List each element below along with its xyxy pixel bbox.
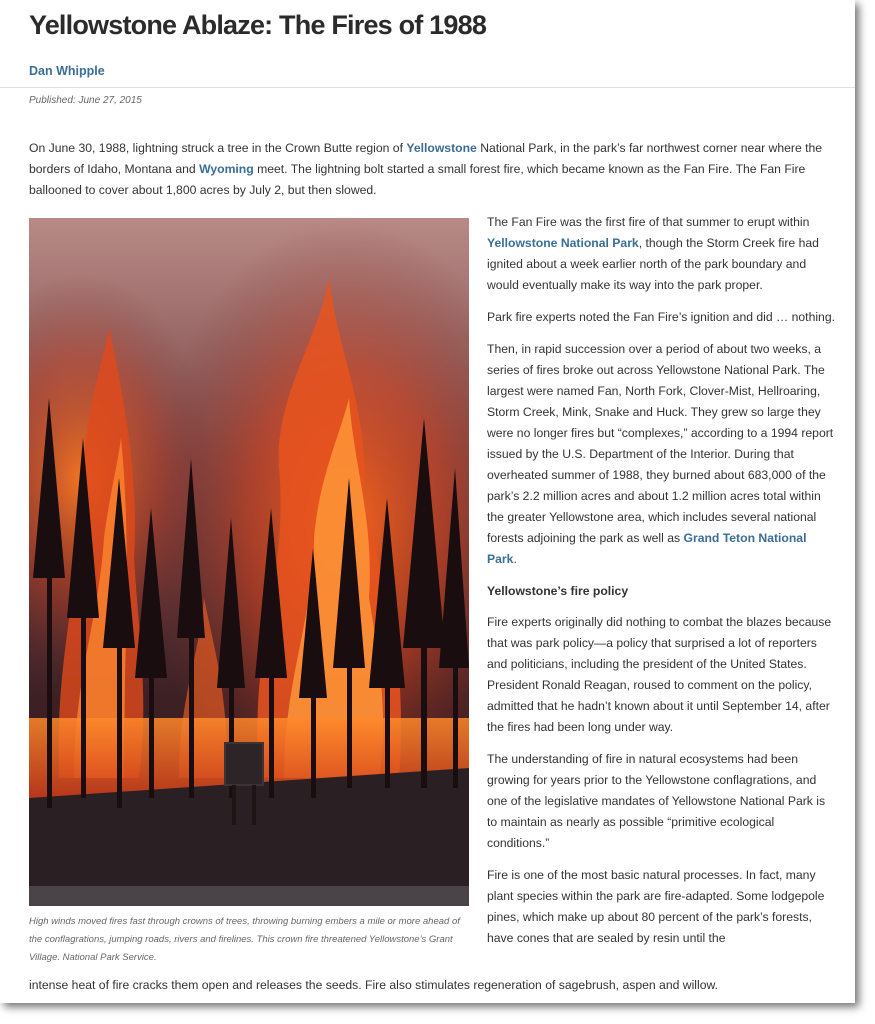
- fire-policy-heading: Yellowstone’s fire policy: [487, 584, 629, 598]
- intro-paragraph: [29, 138, 839, 201]
- p3-text-b: .: [513, 552, 517, 566]
- paragraph-continuation: intense heat of fire cracks them open and releases the seeds. Fire also stimulates regeneration of sagebrush, aspen and willow.: [29, 978, 718, 992]
- article-title: Yellowstone Ablaze: The Fires of 1988: [29, 10, 487, 40]
- intro-text-2: National Park, in the park’s far northwest corner near where the borders of Idaho, Montana and: [29, 141, 823, 176]
- article-right-column: [487, 212, 837, 960]
- grand-teton-link[interactable]: Grand Teton National Park: [487, 531, 807, 566]
- intro-text-1: On June 30, 1988, lightning struck a tree in the Crown Butte region of: [29, 141, 407, 155]
- header-divider: [0, 87, 855, 88]
- p1-text-b: , though the Storm Creek fire had ignited about a week earlier north of the park boundary and would eventually make its way into the park proper.: [487, 236, 819, 292]
- wyoming-link[interactable]: Wyoming: [199, 162, 254, 176]
- photo-caption: High winds moved fires fast through crowns of trees, throwing burning embers a mile or more ahead of the conflagrations, jumping roads, rivers and firelines. This crown fire threatened Yellowstone’s Grant Village. National Park Service.: [29, 916, 460, 963]
- crown-fire-photo: [29, 218, 469, 906]
- paragraph-park-policy: Fire experts originally did nothing to combat the blazes because that was park policy—a policy that surprised a lot of reporters and politicians, including the president of the United States. President Ronald Reagan, roused to comment on the policy, admitted that he hadn’t known about it until September 14, after the fires had been long under way.: [487, 615, 832, 734]
- paragraph-did-nothing: Park fire experts noted the Fan Fire’s ignition and did … nothing.: [487, 310, 835, 324]
- p3-text-a: Then, in rapid succession over a period of about two weeks, a series of fires broke out across Yellowstone National Park. The largest were named Fan, North Fork, Clover-Mist, Hellroaring, Storm Creek, Mink, Snake and Huck. They grew so large they were no longer fires but “complexes,” according to a 1994 report issued by the U.S. Department of the Interior. During that overheated summer of 1988, they burned about 683,000 of the park’s 2.2 million acres and about 1.2 million acres total within the greater Yellowstone area, which includes several national forests adjoining the park as well as: [487, 342, 834, 545]
- paragraph-fan-fire: [487, 212, 837, 296]
- paragraph-ecosystems: The understanding of fire in natural ecosystems had been growing for years prior to the Yellowstone conflagrations, and one of the legislative mandates of Yellowstone National Park is to maintain as nearly as possible “primitive ecological conditions.”: [487, 752, 826, 850]
- fire-image: [29, 218, 469, 906]
- author-link[interactable]: Dan Whipple: [29, 64, 105, 78]
- intro-text-3: meet. The lightning bolt started a small forest fire, which became known as the Fan Fire. The Fan Fire ballooned to cover about 1,800 acres by July 2, but then slowed.: [29, 162, 806, 197]
- published-date: Published: June 27, 2015: [29, 95, 142, 106]
- yellowstone-link[interactable]: Yellowstone: [406, 141, 477, 155]
- yellowstone-national-park-link[interactable]: Yellowstone National Park: [487, 236, 639, 250]
- p1-text-a: The Fan Fire was the first fire of that summer to erupt within: [487, 215, 810, 229]
- paragraph-natural-processes: Fire is one of the most basic natural processes. In fact, many plant species within the park are fire-adapted. Some lodgepole pines, which make up about 80 percent of the park’s forests, have cones that are sealed by resin until the: [487, 868, 825, 945]
- paragraph-rapid-succession: [487, 339, 837, 570]
